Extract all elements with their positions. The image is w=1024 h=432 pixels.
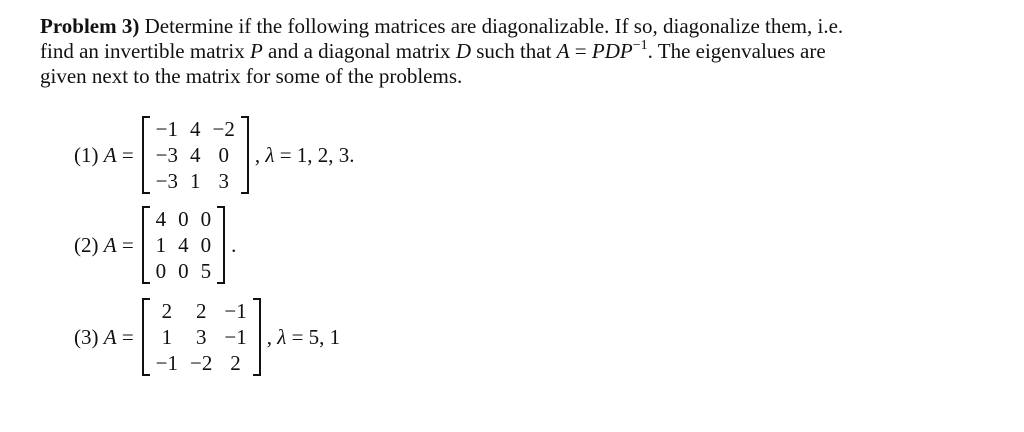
matrix-row [150, 258, 218, 284]
intro-text-2b: and a diagonal matrix [262, 39, 456, 63]
matrix-cell: 4 [190, 117, 201, 141]
matrix-cell: 4 [155, 207, 167, 231]
matrix-cell: 0 [178, 259, 189, 283]
matrix-cell: 1 [161, 325, 173, 349]
eigenvalues-3: , λ = 5, 1 [266, 324, 341, 349]
matrix-1 [142, 116, 249, 194]
matrix-row [150, 142, 241, 168]
matrix-cell: −1 [155, 351, 179, 375]
problem-1 [74, 116, 355, 194]
matrix-cell: −3 [155, 143, 179, 167]
matrix-cell: 2 [195, 299, 207, 323]
matrix-cell: −2 [212, 117, 235, 141]
intro-text-1: Determine if the following matrices are diagonalizable. If so, diagonalize them, i.e. [144, 14, 844, 38]
var-a: A [556, 39, 570, 63]
matrix-cell: −1 [224, 325, 247, 349]
intro-line-3: given next to the matrix for some of the problems. [40, 64, 463, 88]
matrix-row [150, 206, 218, 232]
intro-line-1 [40, 14, 980, 39]
matrix-cell: −1 [224, 299, 247, 323]
matrix-3 [142, 298, 261, 376]
matrix-row [150, 168, 241, 194]
matrix-cell: 2 [161, 299, 173, 323]
problem-1-label: (1) A = [74, 142, 134, 167]
var-pdp: PDP [591, 39, 633, 63]
eigenvalues-1: , λ = 1, 2, 3. [254, 142, 355, 167]
matrix-2 [142, 206, 226, 284]
intro-text-2d: . The eigenvalues are [647, 39, 826, 63]
problem-heading: Problem 3) [40, 14, 140, 38]
matrix-cell: −3 [155, 169, 179, 193]
matrix-cell: 3 [218, 169, 229, 193]
matrix-cell: 5 [200, 259, 212, 283]
matrix-cell: 0 [200, 207, 212, 231]
var-d: D [455, 39, 471, 63]
matrix-cell: 0 [178, 207, 189, 231]
matrix-cell: 4 [190, 143, 201, 167]
matrix-cell: −1 [155, 117, 179, 141]
equals-sign: = [569, 39, 592, 63]
matrix-2-period: . [231, 232, 237, 257]
matrix-row [150, 324, 253, 350]
matrix-row [150, 298, 253, 324]
matrix-cell: 3 [195, 325, 207, 349]
matrix-cell: 0 [200, 233, 212, 257]
matrix-cell: 2 [230, 351, 241, 375]
intro-text-2a: find an invertible matrix [40, 39, 250, 63]
matrix-cell: 4 [178, 233, 189, 257]
matrix-cell: 1 [190, 169, 201, 193]
intro-text-2c: such that [470, 39, 557, 63]
problem-3-label: (3) A = [74, 324, 134, 349]
inverse-superscript: −1 [632, 38, 648, 53]
problem-3 [74, 298, 340, 376]
matrix-cell: 0 [155, 259, 167, 283]
matrix-row [150, 350, 253, 376]
var-p: P [249, 39, 263, 63]
matrix-cell: −2 [190, 351, 213, 375]
matrix-cell: 0 [218, 143, 229, 167]
problem-statement [40, 14, 980, 89]
problem-2 [74, 206, 236, 284]
matrix-cell: 1 [155, 233, 167, 257]
matrix-row [150, 116, 241, 142]
intro-line-2 [40, 39, 980, 64]
matrix-row [150, 232, 218, 258]
problem-2-label: (2) A = [74, 232, 134, 257]
